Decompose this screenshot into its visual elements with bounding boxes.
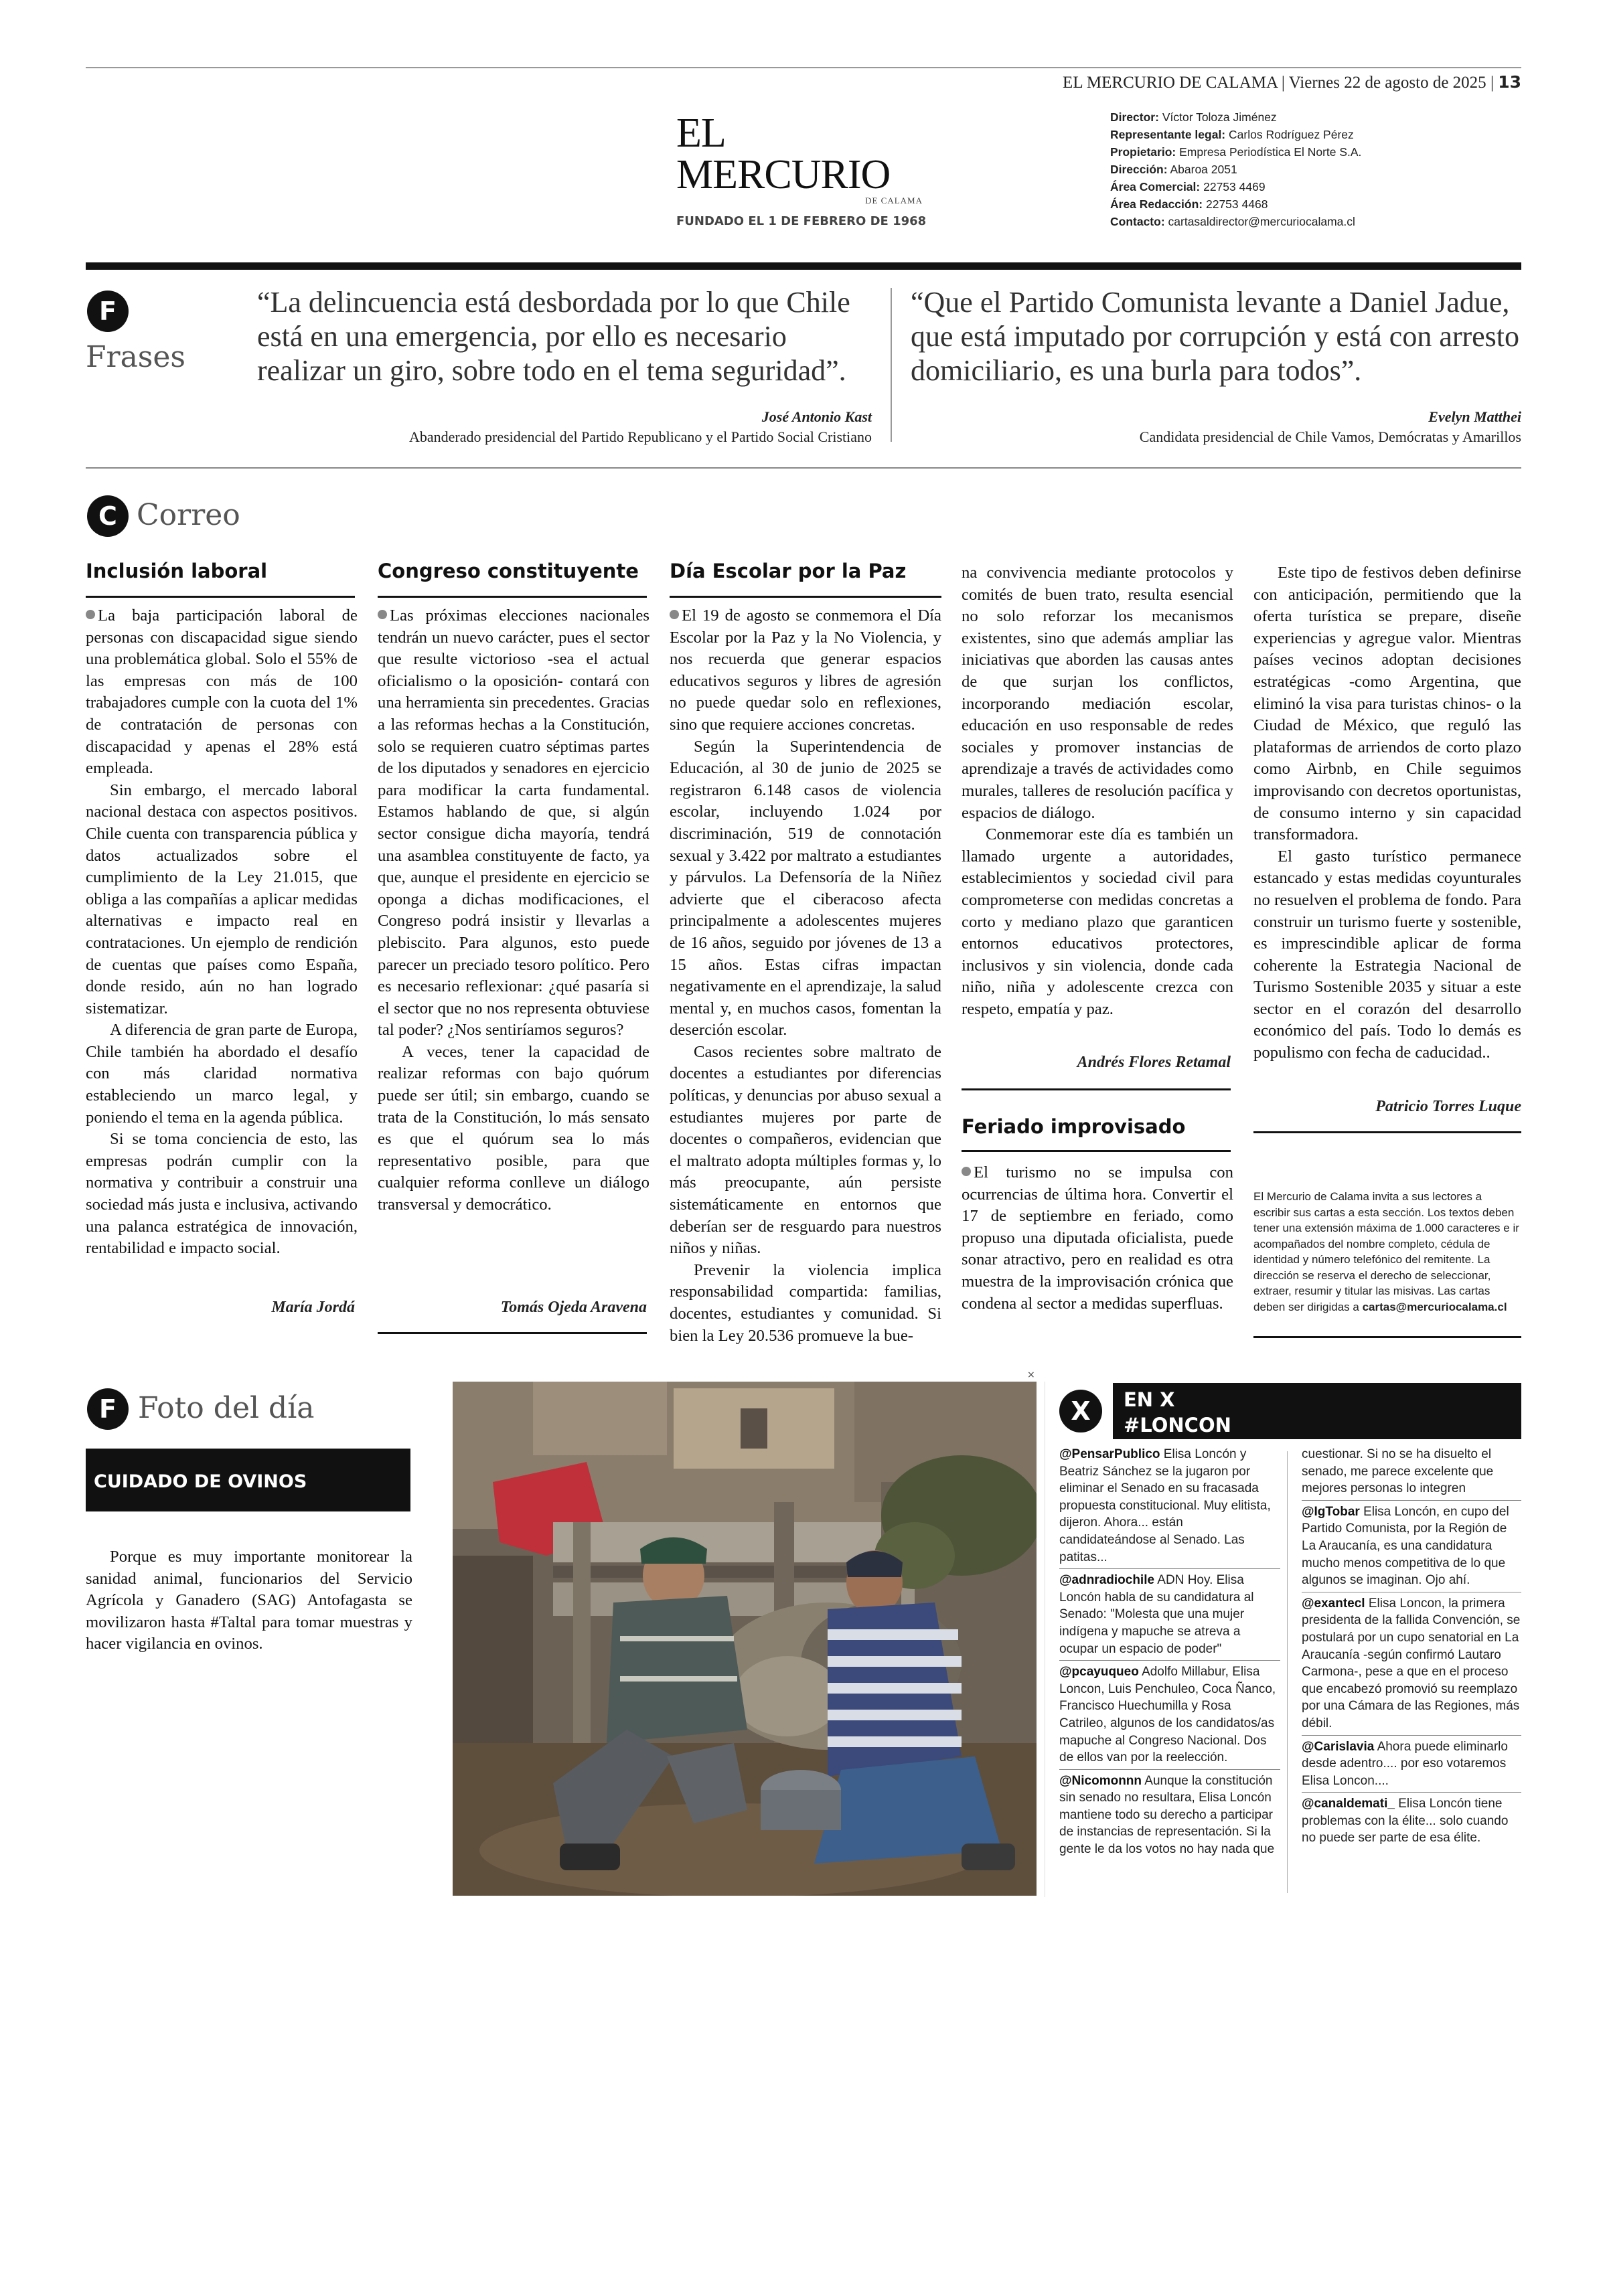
letter-4-signature: Patricio Torres Luque xyxy=(1375,1098,1521,1115)
letter-4-title: Feriado improvisado xyxy=(962,1115,1186,1138)
bullet-dot-icon xyxy=(86,610,95,619)
letter-1-body xyxy=(86,605,358,1260)
column-rule xyxy=(1253,1131,1521,1133)
foto-title: Foto del día xyxy=(138,1391,315,1425)
tweet: @pcayuqueo Adolfo Millabur, Elisa Loncon, Luis Penchuleo, Coca Ñanco, Francisco Huechumilla y Rosa Catrileo, algunos de los candidatos/as mapuche al Congreso Nacional. Dos de ellos van por la reelección. xyxy=(1059,1665,1276,1765)
heavy-rule xyxy=(86,262,1521,270)
letters-invitation: El Mercurio de Calama invita a sus lectores a escribir sus cartas a esta sección. Los textos deben tener una extensión máxima de 1.000 caracteres e ir acompañados del nombre completo, cédula de identidad y número telefónico del remitente. La dirección se reserva el derecho de seleccionar, extraer, resumir y titular las misivas. Las cartas deben ser dirigidas a cartas@mercuriocalama.cl xyxy=(1253,1190,1519,1313)
tweet: @Carislavia Ahora puede eliminarlo desde adentro.... por eso votaremos Elisa Loncon.... xyxy=(1302,1739,1508,1788)
staff-line: Director: Víctor Toloza Jiménez xyxy=(1110,110,1277,124)
photo-sheep-inspection xyxy=(453,1382,1037,1896)
letter-1-signature: María Jordá xyxy=(271,1299,355,1316)
tweet-divider xyxy=(1059,1769,1280,1770)
letter-3-body xyxy=(670,605,941,1347)
tweet-divider xyxy=(1059,1568,1280,1569)
tweet: @exantecl Elisa Loncon, la primera presidenta de la fallida Convención, se postulará por un cupo senatorial en La Araucanía -según confirmó Lautaro Carmona-, pese a que en el proceso que encabezó promovió su reemplazo por una Cámara de las Regiones, más débil. xyxy=(1302,1596,1521,1730)
tweet-divider xyxy=(1059,1660,1280,1661)
column-rule xyxy=(670,596,941,598)
letter-2-signature: Tomás Ojeda Aravena xyxy=(500,1299,647,1316)
column-rule xyxy=(962,1088,1231,1090)
letter-3-title: Día Escolar por la Paz xyxy=(670,560,907,582)
staff-line[interactable]: Contacto: cartasaldirector@mercuriocalama.cl xyxy=(1110,215,1355,228)
founded-line: FUNDADO EL 1 DE FEBRERO DE 1968 xyxy=(676,214,927,228)
photo-close-icon: × xyxy=(1027,1370,1035,1380)
foto-headline-box xyxy=(86,1449,410,1511)
folio-publication: EL MERCURIO DE CALAMA xyxy=(1063,74,1278,92)
tweet: @PensarPublico Elisa Loncón y Beatriz Sánchez se la jugaron por eliminar el Senado en su fracasada propuesta constitucional. Muy elitista, dijeron. Ahora... están candidateándose al Senado. Las patitas... xyxy=(1059,1447,1271,1564)
paragraph: Conmemorar este día es también un llamado urgente a autoridades, establecimientos y sociedad civil para comprometerse con medidas concretas a corto y mediano plazo que garanticen entornos educativos protectores, inclusivos y sin violencia, donde cada niño, niña y adolescente crezca con respeto, empatía y paz. xyxy=(962,825,1233,1018)
letter-3-continuation xyxy=(962,562,1233,1020)
quote-2-role: Candidata presidencial de Chile Vamos, Demócratas y Amarillos xyxy=(1139,428,1521,445)
paragraph: Sin embargo, el mercado laboral nacional destaca con aspectos positivos. Chile cuenta con transparencia pública y datos actualizados sobre el cumplimiento de la Ley 21.015, que obliga a las compañías a aplicar medidas alternativas e impacto real en contrataciones. Un ejemplo de rendición de cuentas que países como España, donde resido, aún no han logrado sistematizar. xyxy=(86,781,358,1017)
en-x-title: EN X #LONCON xyxy=(1124,1388,1231,1437)
tweet-handle[interactable]: @Nicomonnn xyxy=(1059,1773,1142,1788)
tweets-column-right xyxy=(1302,1446,1521,1847)
paragraph: Prevenir la violencia implica responsabilidad compartida: familias, docentes, estudiantes y comunidad. Si bien la Ley 20.536 promueve la bue- xyxy=(670,1260,941,1345)
tweet: @IgTobar Elisa Loncón, en cupo del Partido Comunista, por la Región de La Araucanía, es una candidatura mucho menos competitiva de lo que algunos se imaginan. Ojo ahí. xyxy=(1302,1504,1509,1588)
staff-line: Representante legal: Carlos Rodríguez Pérez xyxy=(1110,128,1354,141)
column-rule xyxy=(378,1332,647,1334)
staff-box xyxy=(1110,108,1485,230)
paragraph: Según la Superintendencia de Educación, al 30 de junio de 2025 se registraron 6.148 casos de violencia escolar, incluyendo 1.024 por discriminación, 519 de connotación sexual y 3.422 por maltrato a estudiantes y párvulos. La Defensoría de la Niñez advierte que el ciberacoso afecta principalmente a adolescentes mujeres de 16 años, seguido por jóvenes de 13 a 15 años. Estas cifras impactan negativamente en el aprendizaje, la salud mental y, en muchos casos, fomentan la deserción escolar. xyxy=(670,737,941,1040)
tweets-column-left xyxy=(1059,1446,1280,1858)
paragraph: Este tipo de festivos deben definirse con anticipación, permitiendo que la oferta turística se prepare, diseñe experiencias y agregue valor. Mientras países vecinos adoptan decisiones estratégicas -como Argentina, que eliminó la visa para turistas chinos- o la Ciudad de México, que reguló las plataformas de arriendos de corto plazo como Airbnb, en Chile seguimos improvisando con decretos oportunistas, de consumo interno y sin capacidad transformadora. xyxy=(1253,564,1521,844)
bullet-dot-icon xyxy=(378,610,387,619)
tweet-handle[interactable]: @pcayuqueo xyxy=(1059,1665,1139,1679)
letters-email-link[interactable]: cartas@mercuriocalama.cl xyxy=(1362,1300,1507,1313)
quote-2-text: “Que el Partido Comunista levante a Daniel Jadue, que está imputado por corrupción y está con arresto domiciliario, es una burla para todos”. xyxy=(911,286,1520,387)
correo-badge: C xyxy=(87,495,129,537)
folio-date: Viernes 22 de agosto de 2025 xyxy=(1288,74,1486,92)
staff-line: Área Comercial: 22753 4469 xyxy=(1110,180,1266,193)
letter-4-continuation xyxy=(1253,562,1521,1064)
paragraph: El 19 de agosto se conmemora el Día Escolar por la Paz y la No Violencia, y nos recuerda que generar espacios educativos seguros y libres de agresión no puede quedar solo en reflexiones, sino que requiere acciones concretas. xyxy=(670,606,941,734)
paragraph: Si se toma conciencia de esto, las empresas podrán cumplir con la normativa y contribuir a construir una sociedad más justa e inclusiva, activando una palanca estratégica de innovación, rentabilidad e impacto social. xyxy=(86,1130,358,1258)
column-rule xyxy=(962,1150,1231,1152)
paragraph: El turismo no se impulsa con ocurrencias de última hora. Convertir el 17 de septiembre en feriado, como propuso una diputada oficialista, puede sonar atractivo, pero en realidad es otra muestra de la improvisación crónica que condena al sector a medidas superfluas. xyxy=(962,1163,1233,1313)
bullet-dot-icon xyxy=(670,610,679,619)
staff-line: Área Redacción: 22753 4468 xyxy=(1110,197,1268,211)
tweet-handle[interactable]: @IgTobar xyxy=(1302,1504,1360,1519)
folio: EL MERCURIO DE CALAMA | Viernes 22 de agosto de 2025 | 13 xyxy=(1063,72,1521,92)
paragraph: La baja participación laboral de personas con discapacidad sigue siendo una problemática global. Solo el 55% de las empresas con más de 100 trabajadores cumple con la cuota del 1% de contratación de personas con discapacidad y apenas el 28% está empleada. xyxy=(86,606,358,778)
frases-badge: F xyxy=(87,291,129,332)
paragraph: Casos recientes sobre maltrato de docentes a estudiantes por diferencias políticas, y denuncias por abuso sexual a estudiantes mujeres por parte de docentes o compañeros, evidencian que el maltrato adopta múltiples formas y, lo más preocupante, aún persiste sistemáticamente en entornos que deberían ser de resguardo para nuestros niños y niñas. xyxy=(670,1042,941,1258)
tweet-handle[interactable]: @canaldemati_ xyxy=(1302,1797,1395,1811)
letter-3-signature: Andrés Flores Retamal xyxy=(1077,1054,1231,1071)
top-rule xyxy=(86,67,1521,68)
bullet-dot-icon xyxy=(962,1167,971,1176)
quote-1-text: “La delincuencia está desbordada por lo que Chile está en una emergencia, por ello es necesario realizar un giro, sobre todo en el tema seguridad”. xyxy=(257,286,850,387)
correo-title: Correo xyxy=(137,498,240,532)
column-rule xyxy=(1253,1336,1521,1338)
quote-1-author: José Antonio Kast xyxy=(761,408,872,425)
tweet: @adnradiochile ADN Hoy. Elisa Loncón habla de su candidatura al Senado: "Molesta que una mujer indígena y mapuche se atreva a ocupar un espacio de poder" xyxy=(1059,1573,1254,1656)
logo-sub: DE CALAMA xyxy=(865,195,923,206)
foto-headline: CUIDADO DE OVINOS xyxy=(94,1471,307,1492)
frases-title: Frases xyxy=(86,340,185,374)
foto-badge: F xyxy=(87,1388,129,1430)
letter-2-body xyxy=(378,605,649,1216)
tweet-handle[interactable]: @PensarPublico xyxy=(1059,1447,1160,1461)
quote-1-role: Abanderado presidencial del Partido Republicano y el Partido Social Cristiano xyxy=(409,428,872,445)
tweet: cuestionar. Si no se ha disuelto el senado, me parece excelente que mejores personas lo integren xyxy=(1302,1447,1494,1496)
x-badge: X xyxy=(1059,1390,1102,1432)
paragraph: A veces, tener la capacidad de realizar reformas con bajo quórum puede ser útil; sin embargo, cuando se trata de la Constitución, lo más sensato es que el quórum sea lo más representativo posible, para que cualquier reforma conlleve un diálogo transversal y democrático. xyxy=(378,1042,649,1214)
tweet-handle[interactable]: @Carislavia xyxy=(1302,1739,1375,1754)
paragraph: El gasto turístico permanece estancado y estas medidas coyunturales no resuelven el problema de fondo. Para construir un turismo fuerte y sostenible, es imprescindible aplicar de forma coherente la Estrategia Nacional de Turismo Sostenible 2035 y situar a este sector en el corazón del desarrollo económico del país. Todo lo demás es populismo con fecha de caducidad.. xyxy=(1253,847,1521,1062)
masthead xyxy=(676,112,931,228)
letter-2-title: Congreso constituyente xyxy=(378,560,639,582)
letter-1-title: Inclusión laboral xyxy=(86,560,268,582)
staff-line: Dirección: Abaroa 2051 xyxy=(1110,163,1237,176)
tweet-divider xyxy=(1302,1792,1521,1793)
tweet-divider xyxy=(1302,1735,1521,1736)
tweet: @canaldemati_ Elisa Loncón tiene problemas con la élite... solo cuando no puede ser parte de esa élite. xyxy=(1302,1797,1509,1846)
logo: EL MERCURIO xyxy=(676,110,891,197)
column-rule xyxy=(378,596,647,598)
foto-caption: Porque es muy importante monitorear la sanidad animal, funcionarios del Servicio Agrícola y Ganadero (SAG) Antofagasta se movilizaron hasta #Taltal para tomar muestras y hacer vigilancia en ovinos. xyxy=(86,1548,412,1653)
tweet-handle[interactable]: @exantecl xyxy=(1302,1596,1365,1611)
staff-line: Propietario: Empresa Periodística El Norte S.A. xyxy=(1110,145,1362,159)
en-x-header xyxy=(1059,1383,1521,1439)
tweets-divider-vertical xyxy=(1287,1451,1288,1893)
column-rule xyxy=(86,596,355,598)
quote-2-author: Evelyn Matthei xyxy=(1428,408,1521,425)
contact-email-link[interactable]: cartasaldirector@mercuriocalama.cl xyxy=(1168,215,1355,228)
tweet: @Nicomonnn Aunque la constitución sin senado no resultara, Elisa Loncón mantiene todo su derecho a participar de instancias de representación. Si la gente le da los votos no hay nada que xyxy=(1059,1773,1275,1857)
tweet-divider xyxy=(1302,1500,1521,1501)
paragraph: Las próximas elecciones nacionales tendrán un nuevo carácter, pues el sector que resulte victorioso -sea el actual oficialismo o la oposición- contará con una herramienta sin precedentes. Gracias a las reformas hechas a la Constitución, solo se requieren cuatro séptimas partes de los diputados y senadores en ejercicio para modificar la carta fundamental. Estamos hablando de que, si algún sector consigue dicha mayoría, tendrá una asamblea constituyente de facto, ya que, aunque el presidente en ejercicio se oponga a dichas modificaciones, el Congreso podrá insistir y llevarlas a plebiscito. Para algunos, esto puede parecer un preciado tesoro político. Pero es necesario reflexionar: ¿qué pasaría si el sector que no nos representa obtuviese tal poder? ¿Nos sentiríamos seguros? xyxy=(378,606,649,1040)
frases-separator xyxy=(891,288,892,442)
letter-4-body xyxy=(962,1162,1233,1315)
frases-bottom-rule xyxy=(86,467,1521,469)
paragraph: A diferencia de gran parte de Europa, Chile también ha abordado el desafío con más claridad normativa estableciendo un marco legal, y poniendo el tema en la agenda pública. xyxy=(86,1021,358,1127)
page-number: 13 xyxy=(1498,72,1521,92)
tweet-handle[interactable]: @adnradiochile xyxy=(1059,1573,1155,1588)
paragraph: na convivencia mediante protocolos y comités de buen trato, resulta esencial no solo reforzar los mecanismos existentes, sino que además ampliar las iniciativas que aborden las causas antes de que surjan los conflictos, incorporando mediación escolar, educación en uso responsable de redes sociales y promover instancias de aprendizaje a través de actividades como murales, talleres de resolución pacífica y espacios de diálogo. xyxy=(962,564,1233,822)
